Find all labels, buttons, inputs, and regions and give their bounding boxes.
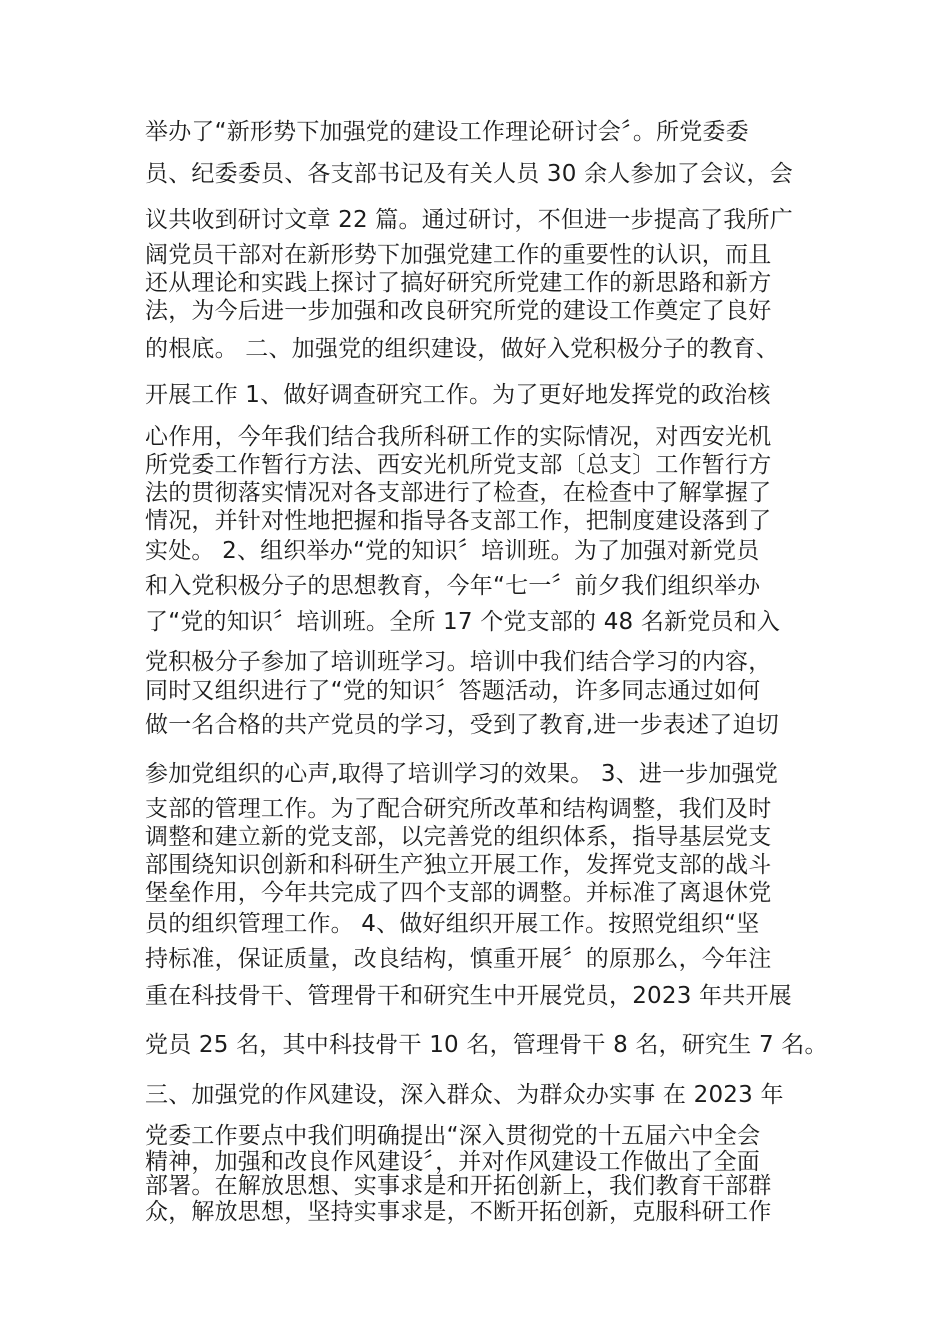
text-line: 党员 25 名，其中科技骨干 10 名，管理骨干 8 名，研究生 7 名。 [145, 1032, 828, 1058]
text-line: 堡垒作用，今年共完成了四个支部的调整。并标准了离退休党 [145, 880, 772, 906]
text-line: 做一名合格的共产党员的学习，受到了教育,进一步表述了迫切 [145, 712, 779, 738]
text-line: 还从理论和实践上探讨了搞好研究所党建工作的新思路和新方 [145, 270, 772, 296]
text-line: 员的组织管理工作。 4、做好组织开展工作。按照党组织“坚 [145, 911, 760, 937]
text-line: 举办了“新形势下加强党的建设工作理论研讨会〞。所党委委 [145, 119, 749, 145]
text-line: 党积极分子参加了培训班学习。培训中我们结合学习的内容， [145, 649, 772, 675]
text-line: 众，解放思想，坚持实事求是，不断开拓创新，克服科研工作 [145, 1199, 772, 1225]
text-line: 议共收到研讨文章 22 篇。通过研讨，不但进一步提高了我所广 [145, 207, 793, 233]
text-line: 法，为今后进一步加强和改良研究所党的建设工作奠定了良好 [145, 298, 772, 324]
section-heading: 三、加强党的作风建设，深入群众、为群众办实事 在 2023 年 [145, 1082, 784, 1108]
text-line: 精神，加强和改良作风建设〞，并对作风建设工作做出了全面 [145, 1149, 760, 1175]
text-line: 部署。在解放思想、实事求是和开拓创新上，我们教育干部群 [145, 1173, 772, 1199]
text-line: 所党委工作暂行方法、西安光机所党支部〔总支〕工作暂行方 [145, 452, 772, 478]
text-line: 了“党的知识〞培训班。全所 17 个党支部的 48 名新党员和入 [145, 609, 781, 635]
text-line: 同时又组织进行了“党的知识〞答题活动，许多同志通过如何 [145, 678, 761, 704]
text-line: 参加党组织的心声,取得了培训学习的效果。 3、进一步加强党 [145, 761, 779, 787]
text-line: 持标准，保证质量，改良结构，慎重开展〞的原那么，今年注 [145, 946, 772, 972]
text-line: 支部的管理工作。为了配合研究所改革和结构调整，我们及时 [145, 796, 772, 822]
text-line: 调整和建立新的党支部，以完善党的组织体系，指导基层党支 [145, 824, 772, 850]
text-line: 和入党积极分子的思想教育，今年“七一〞前夕我们组织举办 [145, 573, 761, 599]
text-line: 重在科技骨干、管理骨干和研究生中开展党员，2023 年共开展 [145, 983, 792, 1009]
text-line: 党委工作要点中我们明确提出“深入贯彻党的十五届六中全会 [145, 1123, 761, 1149]
text-line: 部围绕知识创新和科研生产独立开展工作，发挥党支部的战斗 [145, 852, 772, 878]
text-line: 开展工作 1、做好调查研究工作。为了更好地发挥党的政治核 [145, 382, 771, 408]
text-line: 实处。 2、组织举办“党的知识〞培训班。为了加强对新党员 [145, 538, 760, 564]
text-line: 的根底。 二、加强党的组织建设，做好入党积极分子的教育、 [145, 336, 779, 362]
text-line: 员、纪委委员、各支部书记及有关人员 30 余人参加了会议，会 [145, 161, 793, 187]
text-line: 心作用，今年我们结合我所科研工作的实际情况，对西安光机 [145, 424, 772, 450]
text-line: 法的贯彻落实情况对各支部进行了检查，在检查中了解掌握了 [145, 480, 772, 506]
text-line: 阔党员干部对在新形势下加强党建工作的重要性的认识，而且 [145, 242, 772, 268]
text-line: 情况，并针对性地把握和指导各支部工作，把制度建设落到了 [145, 508, 772, 534]
